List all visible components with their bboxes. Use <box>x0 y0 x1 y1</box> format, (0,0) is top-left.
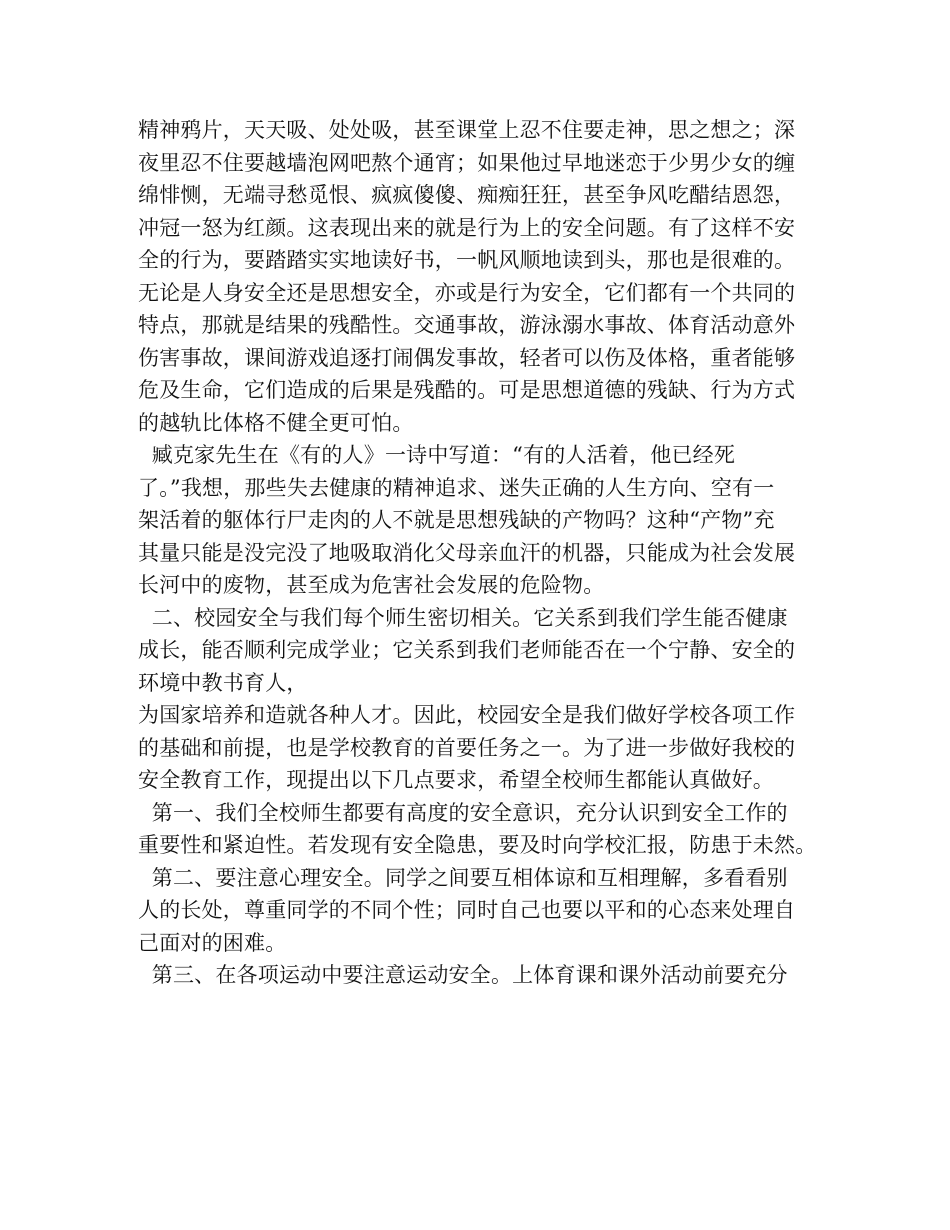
document-body <box>138 114 828 992</box>
text-line: 无论是人身安全还是思想安全，亦或是行为安全，它们都有一个共同的 <box>138 280 796 305</box>
text-line: 危及生命，它们造成的后果是残酷的。可是思想道德的残缺、行为方式 <box>138 378 796 402</box>
text-line: 冲冠一怒为红颜。这表现出来的就是行为上的安全问题。有了这样不安 <box>138 215 796 240</box>
text-line: 伤害事故，课间游戏追逐打闹偶发事故，轻者可以伤及体格，重者能够 <box>138 345 796 370</box>
text-line: 成长，能否顺利完成学业；它关系到我们老师能否在一个宁静、安全的 <box>138 638 796 662</box>
text-line: 人的长处，尊重同学的不同个性；同时自己也要以平和的心态来处理自 <box>138 898 796 922</box>
text-line: 全的行为，要踏踏实实地读好书，一帆风顺地读到头，那也是很难的。 <box>138 248 796 272</box>
text-line: 夜里忍不住要越墙泡网吧熬个通宵；如果他过早地迷恋于少男少女的缠 <box>138 150 796 175</box>
text-line: 第一、我们全校师生都要有高度的安全意识，充分认识到安全工作的 <box>138 800 788 825</box>
text-line: 为国家培养和造就各种人才。因此，校园安全是我们做好学校各项工作 <box>138 703 796 727</box>
text-line: 其量只能是没完没了地吸取消化父母亲血汗的机器，只能成为社会发展 <box>138 540 796 565</box>
text-line: 绵悱恻，无端寻愁觅恨、疯疯傻傻、痴痴狂狂，甚至争风吃醋结恩怨， <box>138 183 796 207</box>
text-line: 长河中的废物，甚至成为危害社会发展的危险物。 <box>138 573 605 597</box>
text-line: 环境中教书育人， <box>138 670 308 695</box>
text-line: 精神鸦片，天天吸、处处吸，甚至课堂上忍不住要走神，思之想之；深 <box>138 118 796 142</box>
text-line: 二、校园安全与我们每个师生密切相关。它关系到我们学生能否健康 <box>138 605 788 630</box>
text-line: 重要性和紧迫性。若发现有安全隐患，要及时向学校汇报，防患于未然。 <box>138 833 817 857</box>
text-line: 的基础和前提，也是学校教育的首要任务之一。为了进一步做好我校的 <box>138 735 796 760</box>
text-line: 第二、要注意心理安全。同学之间要互相体谅和互相理解，多看看别 <box>138 865 788 890</box>
text-line: 的越轨比体格不健全更可怕。 <box>138 410 414 435</box>
text-line: 架活着的躯体行尸走肉的人不就是思想残缺的产物吗？这种“产物”充 <box>138 508 775 532</box>
text-line: 己面对的困难。 <box>138 930 287 955</box>
text-line: 特点，那就是结果的残酷性。交通事故，游泳溺水事故、体育活动意外 <box>138 313 796 337</box>
text-line: 安全教育工作，现提出以下几点要求，希望全校师生都能认真做好。 <box>138 768 774 792</box>
text-line: 臧克家先生在《有的人》一诗中写道：“有的人活着，他已经死 <box>138 443 736 467</box>
text-line: 了。”我想，那些失去健康的精神追求、迷失正确的人生方向、空有一 <box>138 475 775 500</box>
text-line: 第三、在各项运动中要注意运动安全。上体育课和课外活动前要充分 <box>138 963 788 987</box>
